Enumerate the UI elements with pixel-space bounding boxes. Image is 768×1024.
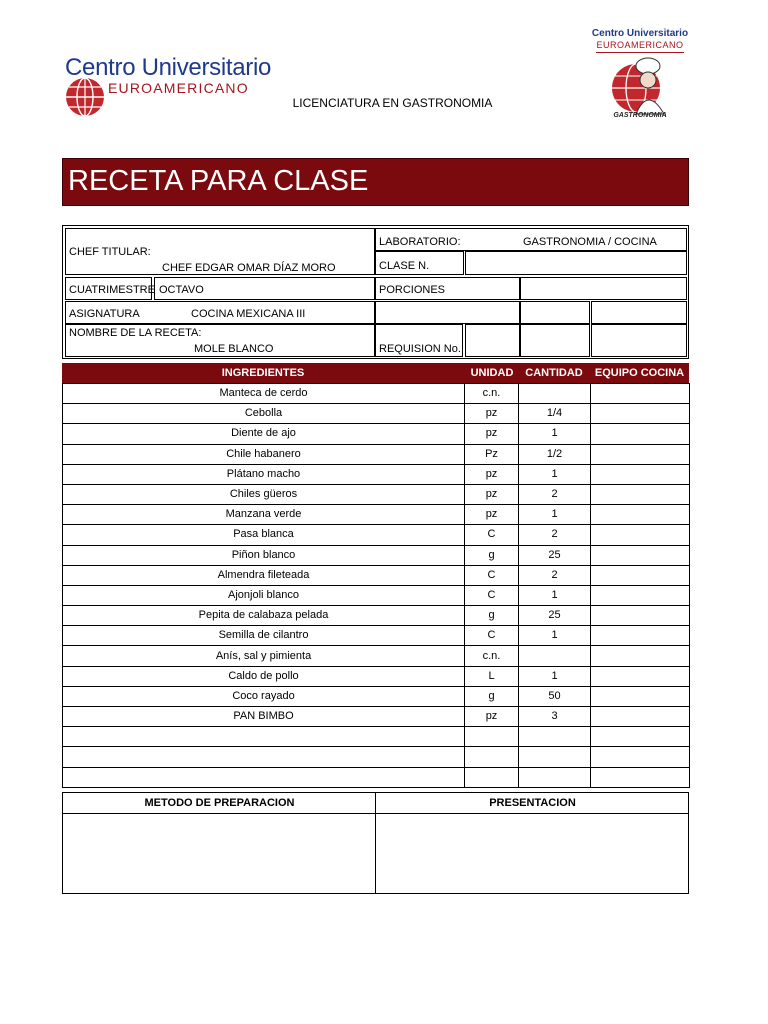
porciones-label: PORCIONES xyxy=(379,284,446,296)
ingredient-equipment xyxy=(591,606,690,626)
clase-value-cell xyxy=(465,251,687,275)
table-row xyxy=(63,646,690,666)
ingredient-name xyxy=(63,767,465,787)
ingredient-name: Pasa blanca xyxy=(63,525,465,545)
receta-label: NOMBRE DE LA RECETA: xyxy=(69,327,202,339)
ingredient-unit: C xyxy=(465,585,519,605)
ingredient-unit: pz xyxy=(465,484,519,504)
ingredient-equipment xyxy=(591,767,690,787)
table-row xyxy=(63,606,690,626)
table-row xyxy=(63,686,690,706)
cuatrimestre-value-cell xyxy=(154,277,375,300)
ingredient-equipment xyxy=(591,747,690,767)
ingredient-unit: g xyxy=(465,686,519,706)
asignatura-cell xyxy=(65,301,375,324)
logo-text-line2: EUROAMERICANO xyxy=(108,80,249,96)
ingredient-name: Semilla de cilantro xyxy=(63,626,465,646)
ingredient-name: Manzana verde xyxy=(63,505,465,525)
chef-value: CHEF EDGAR OMAR DÍAZ MORO xyxy=(162,262,336,274)
table-row xyxy=(63,484,690,504)
table-row xyxy=(63,404,690,424)
logo-right-caption: GASTRONOMIA xyxy=(613,112,667,119)
asignatura-value: COCINA MEXICANA III xyxy=(191,308,306,320)
table-row xyxy=(63,767,690,787)
chef-label: CHEF TITULAR: xyxy=(69,246,151,258)
chef-cell xyxy=(65,228,375,275)
ingredient-qty: 1 xyxy=(519,424,591,444)
ingredient-unit: c.n. xyxy=(465,384,519,404)
ingredient-unit: pz xyxy=(465,505,519,525)
receta-value: MOLE BLANCO xyxy=(194,343,274,355)
table-row xyxy=(63,545,690,565)
method-section xyxy=(62,792,689,894)
porciones-label-cell xyxy=(375,277,520,300)
presentacion-label: PRESENTACION xyxy=(489,797,576,809)
ingredient-equipment xyxy=(591,565,690,585)
blank-cell xyxy=(375,301,520,324)
ingredient-name: Piñon blanco xyxy=(63,545,465,565)
ingredient-qty: 3 xyxy=(519,707,591,727)
ingredient-unit: c.n. xyxy=(465,646,519,666)
info-section xyxy=(62,225,689,359)
ingredient-equipment xyxy=(591,404,690,424)
ingredients-header xyxy=(62,363,689,383)
ingredient-unit: pz xyxy=(465,424,519,444)
clase-label: CLASE N. xyxy=(379,260,430,272)
ingredient-equipment xyxy=(591,686,690,706)
table-row xyxy=(63,525,690,545)
logo-text-line1: Centro Universitario xyxy=(65,54,272,81)
blank-cell xyxy=(591,324,687,357)
ingredients-table xyxy=(62,383,690,788)
lab-cell xyxy=(375,228,687,251)
receta-cell xyxy=(65,324,375,357)
ingredient-name: Anís, sal y pimienta xyxy=(63,646,465,666)
ingredient-name xyxy=(63,727,465,747)
ingredient-unit xyxy=(465,747,519,767)
ingredient-name: Coco rayado xyxy=(63,686,465,706)
lab-value: GASTRONOMIA / COCINA xyxy=(523,236,657,248)
ingredient-equipment xyxy=(591,444,690,464)
ingredient-qty xyxy=(519,384,591,404)
requisicion-label-cell xyxy=(375,324,463,357)
table-row xyxy=(63,424,690,444)
ingredient-unit xyxy=(465,727,519,747)
program-title: LICENCIATURA EN GASTRONOMIA xyxy=(292,96,493,110)
table-row xyxy=(63,565,690,585)
table-row xyxy=(63,707,690,727)
ingredient-qty: 25 xyxy=(519,606,591,626)
header-equipo: EQUIPO COCINA xyxy=(594,367,685,379)
table-row xyxy=(63,727,690,747)
ingredient-qty xyxy=(519,646,591,666)
ingredient-equipment xyxy=(591,666,690,686)
blank-cell xyxy=(520,301,590,324)
ingredient-name: PAN BIMBO xyxy=(63,707,465,727)
ingredient-qty: 50 xyxy=(519,686,591,706)
presentacion-area xyxy=(375,814,688,893)
ingredient-equipment xyxy=(591,384,690,404)
ingredient-unit: g xyxy=(465,606,519,626)
ingredient-unit: pz xyxy=(465,464,519,484)
porciones-value-cell xyxy=(520,277,687,300)
blank-cell xyxy=(465,324,520,357)
table-row xyxy=(63,505,690,525)
table-row xyxy=(63,384,690,404)
cuatrimestre-label: CUATRIMESTRE xyxy=(69,284,155,296)
blank-cell xyxy=(591,301,687,324)
ingredient-name: Almendra fileteada xyxy=(63,565,465,585)
ingredient-qty: 1 xyxy=(519,626,591,646)
table-row xyxy=(63,444,690,464)
ingredient-name: Ajonjoli blanco xyxy=(63,585,465,605)
title-bar xyxy=(62,158,689,206)
chef-emblem-icon xyxy=(606,56,674,116)
table-row xyxy=(63,747,690,767)
ingredient-equipment xyxy=(591,424,690,444)
ingredient-qty: 1 xyxy=(519,464,591,484)
header-ingredientes: INGREDIENTES xyxy=(221,367,305,379)
ingredient-qty: 1/4 xyxy=(519,404,591,424)
ingredient-unit: C xyxy=(465,565,519,585)
ingredient-equipment xyxy=(591,727,690,747)
asignatura-label: ASIGNATURA xyxy=(69,308,140,320)
ingredient-qty: 2 xyxy=(519,565,591,585)
ingredient-equipment xyxy=(591,545,690,565)
university-logo xyxy=(60,52,272,124)
ingredient-equipment xyxy=(591,585,690,605)
ingredient-equipment xyxy=(591,505,690,525)
cuatrimestre-value: OCTAVO xyxy=(159,284,204,296)
ingredient-unit: g xyxy=(465,545,519,565)
ingredient-name: Pepita de calabaza pelada xyxy=(63,606,465,626)
ingredient-equipment xyxy=(591,484,690,504)
ingredient-qty: 1 xyxy=(519,585,591,605)
ingredient-qty xyxy=(519,747,591,767)
ingredient-unit: C xyxy=(465,525,519,545)
cuatrimestre-label-cell xyxy=(65,277,155,300)
page-title: RECETA PARA CLASE xyxy=(68,165,369,197)
table-row xyxy=(63,666,690,686)
ingredient-qty: 2 xyxy=(519,484,591,504)
ingredient-equipment xyxy=(591,525,690,545)
ingredient-qty xyxy=(519,767,591,787)
ingredient-name: Diente de ajo xyxy=(63,424,465,444)
requisicion-label: REQUISION No. xyxy=(379,343,461,355)
ingredient-qty: 25 xyxy=(519,545,591,565)
table-row xyxy=(63,626,690,646)
ingredient-qty xyxy=(519,727,591,747)
header-unidad: UNIDAD xyxy=(470,367,514,379)
ingredient-equipment xyxy=(591,707,690,727)
ingredient-name: Caldo de pollo xyxy=(63,666,465,686)
table-row xyxy=(63,464,690,484)
ingredient-name: Manteca de cerdo xyxy=(63,384,465,404)
ingredient-unit: pz xyxy=(465,707,519,727)
ingredient-name xyxy=(63,747,465,767)
presentacion-header xyxy=(375,793,688,814)
ingredient-name: Plátano macho xyxy=(63,464,465,484)
ingredient-equipment xyxy=(591,646,690,666)
metodo-area xyxy=(63,814,376,893)
header-cantidad: CANTIDAD xyxy=(525,367,583,379)
ingredient-qty: 1 xyxy=(519,666,591,686)
ingredient-equipment xyxy=(591,626,690,646)
metodo-header xyxy=(63,793,376,814)
logo-divider xyxy=(596,52,684,53)
metodo-label: METODO DE PREPARACION xyxy=(144,797,295,809)
ingredient-unit: Pz xyxy=(465,444,519,464)
ingredient-unit: C xyxy=(465,626,519,646)
ingredient-qty: 1 xyxy=(519,505,591,525)
ingredient-unit: pz xyxy=(465,404,519,424)
ingredient-qty: 2 xyxy=(519,525,591,545)
ingredient-equipment xyxy=(591,464,690,484)
gastronomy-logo xyxy=(590,28,690,124)
ingredient-qty: 1/2 xyxy=(519,444,591,464)
lab-label: LABORATORIO: xyxy=(379,236,461,248)
ingredient-name: Chiles güeros xyxy=(63,484,465,504)
logo-right-line2: EUROAMERICANO xyxy=(596,40,684,50)
ingredient-unit xyxy=(465,767,519,787)
ingredient-unit: L xyxy=(465,666,519,686)
ingredient-name: Chile habanero xyxy=(63,444,465,464)
clase-label-cell xyxy=(375,251,464,275)
table-row xyxy=(63,585,690,605)
ingredient-name: Cebolla xyxy=(63,404,465,424)
logo-right-line1: Centro Universitario xyxy=(591,28,689,39)
blank-cell xyxy=(520,324,590,357)
